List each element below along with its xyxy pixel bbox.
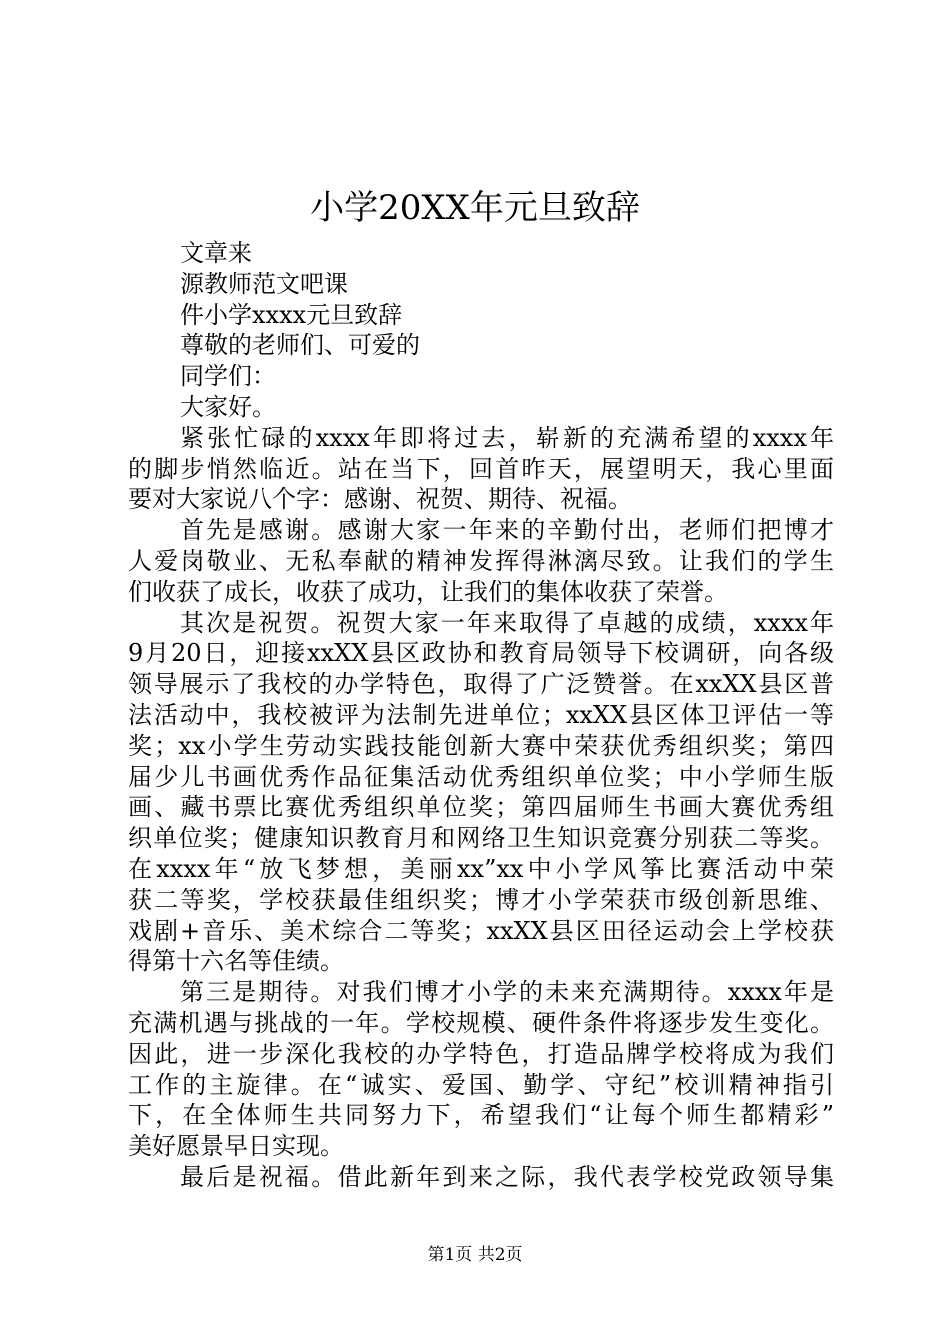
text-line: 紧张忙碌的xxxx年即将过去，崭新的充满希望的xxxx年	[180, 423, 834, 452]
text-line: 源教师范文吧课	[180, 269, 348, 298]
text-line: 大家好。	[180, 392, 276, 421]
text-line: 法活动中，我校被评为法制先进单位；xxXX县区体卫评估一等	[128, 700, 834, 729]
text-line: 奖；xx小学生劳动实践技能创新大赛中荣获优秀组织奖；第四	[128, 731, 834, 760]
text-line: 戏剧+音乐、美术综合二等奖；xxXX县区田径运动会上学校获	[128, 916, 834, 945]
text-line: 同学们：	[180, 362, 276, 391]
text-line: 美好愿景早日实现。	[128, 1132, 344, 1161]
text-line: 的脚步悄然临近。站在当下，回首昨天，展望明天，我心里面	[128, 454, 834, 483]
text-line: 得第十六名等佳绩。	[128, 947, 344, 976]
text-line: 人爱岗敬业、无私奉献的精神发挥得淋漓尽致。让我们的学生	[128, 546, 834, 575]
text-line: 件小学xxxx元旦致辞	[180, 300, 403, 329]
text-line: 工作的主旋律。在“诚实、爱国、勤学、守纪”校训精神指引	[128, 1070, 834, 1099]
text-line: 织单位奖；健康知识教育月和网络卫生知识竞赛分别获二等奖。	[128, 824, 834, 853]
page-number: 第1页 共2页	[427, 1245, 523, 1265]
text-line: 获二等奖，学校获最佳组织奖；博才小学荣获市级创新思维、	[128, 885, 834, 914]
text-line: 尊敬的老师们、可爱的	[180, 331, 420, 360]
text-line: 第三是期待。对我们博才小学的未来充满期待。xxxx年是	[180, 978, 834, 1007]
document-title: 小学20XX年元旦致辞	[310, 188, 640, 228]
text-line: 首先是感谢。感谢大家一年来的辛勤付出，老师们把博才	[180, 516, 834, 545]
text-line: 文章来	[180, 239, 252, 267]
text-line: 最后是祝福。借此新年到来之际，我代表学校党政领导集	[180, 1162, 834, 1191]
text-line: 届少儿书画优秀作品征集活动优秀组织单位奖；中小学师生版	[128, 762, 834, 791]
document-body	[128, 238, 834, 1193]
text-line: 其次是祝贺。祝贺大家一年来取得了卓越的成绩，xxxx年	[180, 608, 834, 637]
text-line: 领导展示了我校的办学特色，取得了广泛赞誉。在xxXX县区普	[128, 670, 834, 699]
text-line: 充满机遇与挑战的一年。学校规模、硬件条件将逐步发生变化。	[128, 1008, 834, 1037]
text-line: 要对大家说八个字：感谢、祝贺、期待、祝福。	[128, 485, 632, 514]
text-line: 画、藏书票比赛优秀组织单位奖；第四届师生书画大赛优秀组	[128, 793, 834, 822]
text-line: 下，在全体师生共同努力下，希望我们“让每个师生都精彩”	[128, 1101, 834, 1130]
text-line: 们收获了成长，收获了成功，让我们的集体收获了荣誉。	[128, 577, 728, 606]
text-line: 因此，进一步深化我校的办学特色，打造品牌学校将成为我们	[128, 1039, 834, 1068]
text-line: 在xxxx年“放飞梦想，美丽xx”xx中小学风筝比赛活动中荣	[128, 854, 834, 883]
text-line: 9月20日，迎接xxXX县区政协和教育局领导下校调研，向各级	[128, 639, 834, 668]
